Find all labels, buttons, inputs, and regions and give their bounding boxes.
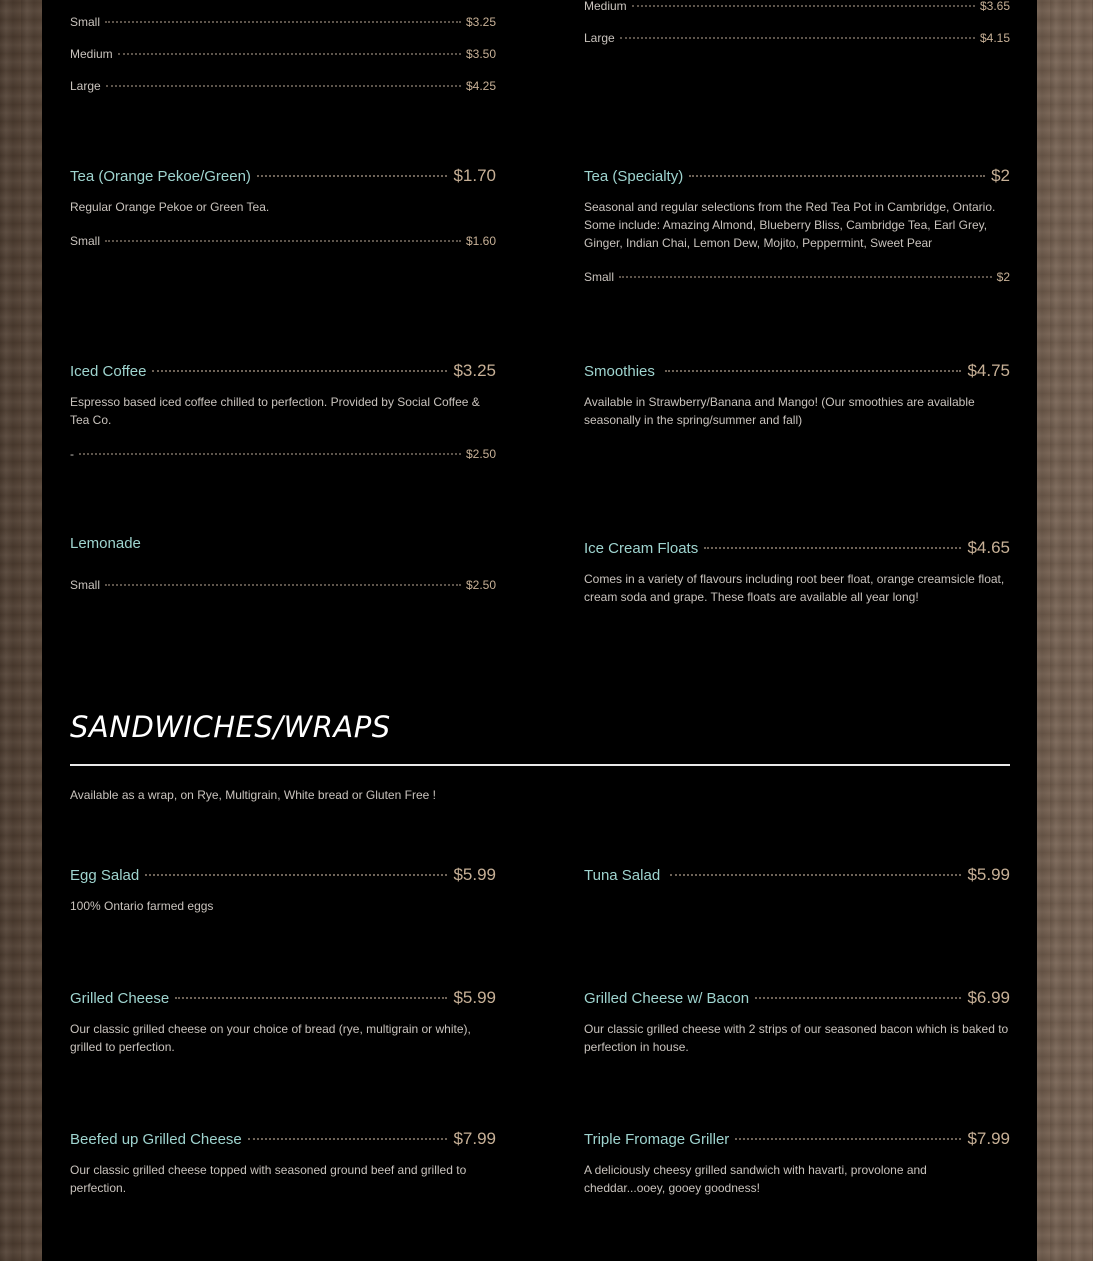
menu-item-iced-coffee <box>70 361 496 465</box>
dot-leader <box>257 175 448 177</box>
item-description: 100% Ontario farmed eggs <box>70 899 214 913</box>
dot-leader <box>106 85 461 87</box>
dot-leader <box>620 37 975 39</box>
size-label: Small <box>584 270 615 284</box>
size-option <box>70 79 496 97</box>
item-price: $5.99 <box>453 865 496 884</box>
size-label: Medium <box>70 47 113 61</box>
menu-item-ice-cream-floats <box>584 538 1010 606</box>
item-price: $2 <box>991 166 1010 185</box>
item-name: Lemonade <box>70 535 141 552</box>
item-name: Triple Fromage Griller <box>584 1131 730 1148</box>
size-label: - <box>70 447 74 461</box>
item-price: $4.75 <box>967 361 1010 380</box>
dot-leader <box>152 370 447 372</box>
size-price: $4.25 <box>465 79 496 93</box>
item-name: Tea (Specialty) <box>584 168 684 185</box>
dot-leader <box>619 276 992 278</box>
item-price: $7.99 <box>453 1129 496 1148</box>
item-description: A deliciously cheesy grilled sandwich with havarti, provolone and cheddar...ooey, gooey goodness! <box>584 1163 927 1195</box>
dot-leader <box>632 5 975 7</box>
menu-item-beefed-grilled-cheese <box>70 1129 496 1197</box>
item-price: $6.99 <box>967 988 1010 1007</box>
section-title: SANDWICHES/WRAPS <box>70 710 391 744</box>
item-description: Our classic grilled cheese topped with seasoned ground beef and grilled to perfection. <box>70 1163 467 1195</box>
size-label: Small <box>70 578 101 592</box>
size-label: Small <box>70 15 101 29</box>
menu-item-tea-orange-pekoe <box>70 166 496 252</box>
size-price: $3.65 <box>979 0 1010 13</box>
dot-leader <box>79 453 461 455</box>
size-label: Large <box>584 31 615 45</box>
item-name: Egg Salad <box>70 867 140 884</box>
dot-leader <box>118 53 461 55</box>
size-option <box>70 47 496 65</box>
item-description: Espresso based iced coffee chilled to perfection. Provided by Social Coffee & Tea Co. <box>70 395 480 427</box>
item-price: $5.99 <box>967 865 1010 884</box>
menu-item-options-top-right <box>584 0 1010 49</box>
item-description: Available in Strawberry/Banana and Mango! (Our smoothies are available seasonally in the spring/summer and fall) <box>584 395 975 427</box>
item-description: Our classic grilled cheese with 2 strips of our seasoned bacon which is baked to perfection in house. <box>584 1022 1009 1054</box>
dot-leader <box>145 874 447 876</box>
dot-leader <box>105 21 461 23</box>
section-note: Available as a wrap, on Rye, Multigrain, White bread or Gluten Free ! <box>70 788 436 802</box>
menu-item-tea-specialty <box>584 166 1010 288</box>
size-label: Large <box>70 79 101 93</box>
dot-leader <box>105 240 461 242</box>
menu-item-egg-salad <box>70 865 496 915</box>
menu-item-grilled-cheese <box>70 988 496 1056</box>
size-price: $2.50 <box>465 578 496 592</box>
menu-item-triple-fromage-griller <box>584 1129 1010 1197</box>
dot-leader <box>105 584 461 586</box>
item-price: $7.99 <box>967 1129 1010 1148</box>
item-name: Grilled Cheese w/ Bacon <box>584 990 750 1007</box>
size-price: $3.50 <box>465 47 496 61</box>
size-label: Medium <box>584 0 627 13</box>
dot-leader <box>175 997 447 999</box>
size-option <box>70 578 496 596</box>
menu-item-grilled-cheese-bacon <box>584 988 1010 1056</box>
size-option <box>584 270 1010 288</box>
dot-leader <box>665 370 962 372</box>
item-name: Smoothies <box>584 363 655 380</box>
item-name: Beefed up Grilled Cheese <box>70 1131 242 1148</box>
item-price: $5.99 <box>453 988 496 1007</box>
dot-leader <box>755 997 961 999</box>
size-option <box>70 447 496 465</box>
menu-item-lemonade <box>70 535 496 596</box>
dot-leader <box>248 1138 448 1140</box>
dot-leader <box>689 175 985 177</box>
size-price: $2.50 <box>465 447 496 461</box>
item-price: $3.25 <box>453 361 496 380</box>
item-price: $4.65 <box>967 538 1010 557</box>
item-description: Comes in a variety of flavours including root beer float, orange creamsicle float, cream soda and grape. These floats are available all year long! <box>584 572 1005 604</box>
size-price: $2 <box>996 270 1010 284</box>
menu-item-tuna-salad <box>584 865 1010 891</box>
item-name: Tea (Orange Pekoe/Green) <box>70 168 251 185</box>
dot-leader <box>670 874 961 876</box>
item-name: Grilled Cheese <box>70 990 170 1007</box>
size-price: $1.60 <box>465 234 496 248</box>
section-divider <box>70 764 1010 766</box>
size-option <box>584 0 1010 17</box>
dot-leader <box>735 1138 961 1140</box>
menu-item-smoothies <box>584 361 1010 429</box>
size-option <box>70 234 496 252</box>
item-description: Regular Orange Pekoe or Green Tea. <box>70 200 270 214</box>
item-price: $1.70 <box>453 166 496 185</box>
item-name: Tuna Salad <box>584 867 661 884</box>
item-name: Iced Coffee <box>70 363 147 380</box>
dot-leader <box>704 547 961 549</box>
item-name: Ice Cream Floats <box>584 540 699 557</box>
size-option <box>584 31 1010 49</box>
item-description: Our classic grilled cheese on your choice of bread (rye, multigrain or white), grilled to perfection. <box>70 1022 471 1054</box>
size-price: $4.15 <box>979 31 1010 45</box>
menu-item-options-top-left <box>70 15 496 97</box>
size-label: Small <box>70 234 101 248</box>
item-description: Seasonal and regular selections from the Red Tea Pot in Cambridge, Ontario. Some include: Amazing Almond, Blueberry Bliss, Cambridge Tea, Earl Grey, Ginger, Indian Chai, Lemon Dew, Mojito, Peppermint, Sweet Pear <box>584 200 996 250</box>
size-price: $3.25 <box>465 15 496 29</box>
size-option <box>70 15 496 33</box>
